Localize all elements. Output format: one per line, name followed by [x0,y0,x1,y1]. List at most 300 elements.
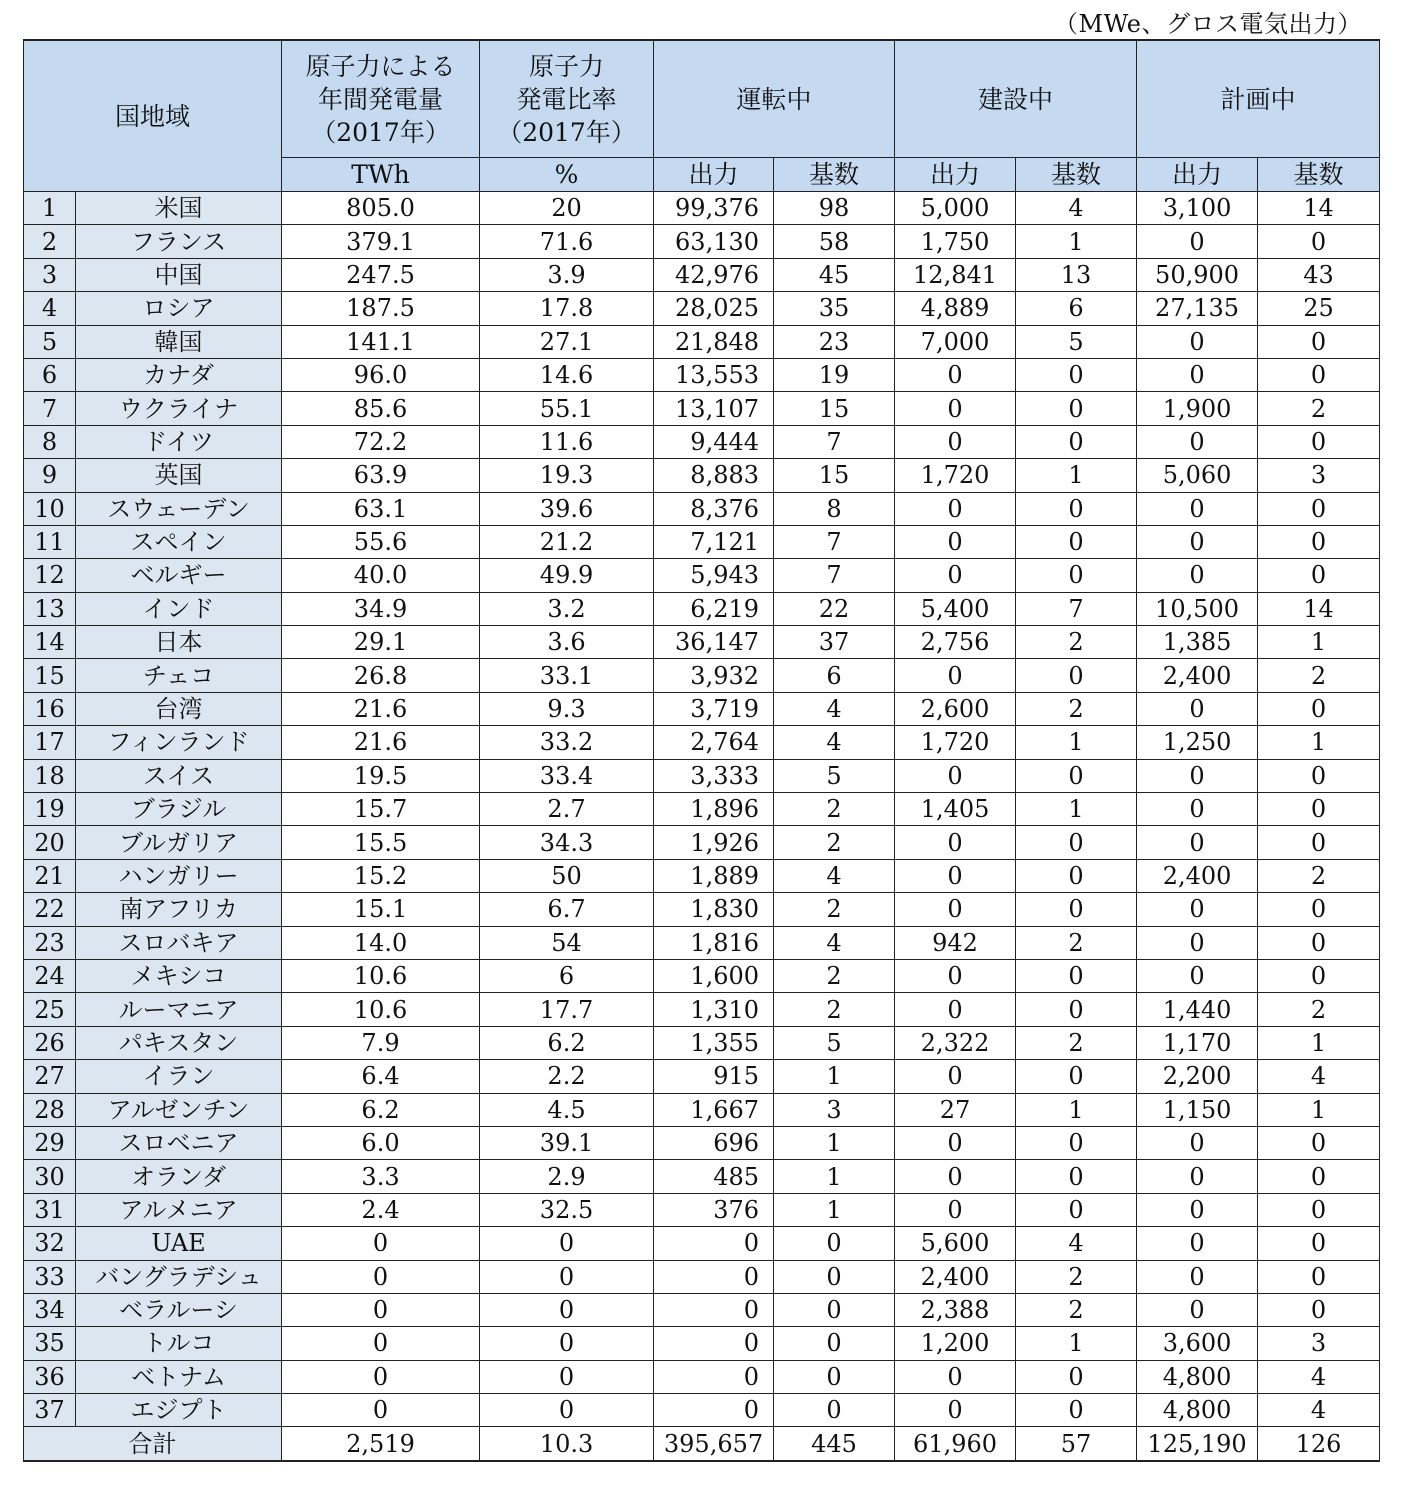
ratio-cell: 34.3 [480,826,654,859]
construction-units-cell: 0 [1016,759,1137,792]
operating-units-cell: 1 [774,1060,895,1093]
construction-output-cell: 0 [895,525,1016,558]
rank-cell: 20 [24,826,76,859]
nuclear-power-table [23,39,1380,1462]
operating-units-cell: 4 [774,692,895,725]
subheader-planned-output: 出力 [1137,158,1258,192]
construction-output-cell: 2,322 [895,1026,1016,1059]
construction-units-cell: 1 [1016,225,1137,258]
construction-output-cell: 0 [895,392,1016,425]
construction-output-cell: 12,841 [895,258,1016,291]
generation-cell: 0 [282,1293,480,1326]
generation-cell: 3.3 [282,1160,480,1193]
generation-cell: 0 [282,1227,480,1260]
country-cell: ドイツ [76,425,282,458]
rank-cell: 4 [24,292,76,325]
country-cell: ウクライナ [76,392,282,425]
operating-units-cell: 2 [774,959,895,992]
operating-units-cell: 1 [774,1193,895,1226]
construction-units-cell: 0 [1016,959,1137,992]
ratio-cell: 71.6 [480,225,654,258]
table-row [24,492,1380,525]
ratio-cell: 39.6 [480,492,654,525]
total-planned-output: 125,190 [1137,1427,1258,1461]
header-operating: 運転中 [654,40,895,158]
country-cell: アルメニア [76,1193,282,1226]
ratio-cell: 2.2 [480,1060,654,1093]
table-row [24,292,1380,325]
rank-cell: 9 [24,459,76,492]
operating-units-cell: 0 [774,1227,895,1260]
rank-cell: 32 [24,1227,76,1260]
operating-output-cell: 8,883 [654,459,774,492]
planned-units-cell: 4 [1258,1360,1380,1393]
rank-cell: 30 [24,1160,76,1193]
ratio-cell: 9.3 [480,692,654,725]
operating-units-cell: 2 [774,793,895,826]
table-row [24,1193,1380,1226]
table-row [24,626,1380,659]
construction-output-cell: 0 [895,492,1016,525]
subheader-operating-output: 出力 [654,158,774,192]
planned-units-cell: 3 [1258,1327,1380,1360]
generation-cell: 2.4 [282,1193,480,1226]
planned-units-cell: 0 [1258,759,1380,792]
generation-cell: 0 [282,1360,480,1393]
operating-units-cell: 45 [774,258,895,291]
operating-units-cell: 19 [774,358,895,391]
operating-output-cell: 915 [654,1060,774,1093]
operating-units-cell: 6 [774,659,895,692]
rank-cell: 26 [24,1026,76,1059]
country-cell: スペイン [76,525,282,558]
construction-output-cell: 2,756 [895,626,1016,659]
operating-units-cell: 5 [774,759,895,792]
generation-cell: 379.1 [282,225,480,258]
table-row [24,459,1380,492]
country-cell: インド [76,592,282,625]
operating-units-cell: 15 [774,459,895,492]
table-row [24,1060,1380,1093]
rank-cell: 13 [24,592,76,625]
operating-units-cell: 0 [774,1260,895,1293]
construction-output-cell: 0 [895,425,1016,458]
construction-output-cell: 1,720 [895,459,1016,492]
total-ratio: 10.3 [480,1427,654,1461]
ratio-cell: 0 [480,1394,654,1427]
rank-cell: 31 [24,1193,76,1226]
rank-cell: 7 [24,392,76,425]
country-cell: スウェーデン [76,492,282,525]
construction-output-cell: 0 [895,1193,1016,1226]
ratio-cell: 2.7 [480,793,654,826]
planned-output-cell: 4,800 [1137,1360,1258,1393]
planned-units-cell: 0 [1258,325,1380,358]
planned-units-cell: 0 [1258,358,1380,391]
planned-units-cell: 0 [1258,559,1380,592]
planned-output-cell: 1,900 [1137,392,1258,425]
planned-output-cell: 10,500 [1137,592,1258,625]
planned-output-cell: 1,250 [1137,726,1258,759]
country-cell: フィンランド [76,726,282,759]
construction-output-cell: 0 [895,993,1016,1026]
construction-units-cell: 7 [1016,592,1137,625]
total-operating-units: 445 [774,1427,895,1461]
construction-output-cell: 0 [895,859,1016,892]
rank-cell: 2 [24,225,76,258]
total-construction-units: 57 [1016,1427,1137,1461]
construction-output-cell: 1,720 [895,726,1016,759]
country-cell: 米国 [76,192,282,225]
operating-units-cell: 0 [774,1394,895,1427]
table-row [24,225,1380,258]
ratio-cell: 6 [480,959,654,992]
generation-cell: 805.0 [282,192,480,225]
rank-cell: 17 [24,726,76,759]
table-row [24,1026,1380,1059]
construction-units-cell: 2 [1016,692,1137,725]
table-row [24,1160,1380,1193]
rank-cell: 36 [24,1360,76,1393]
country-cell: ロシア [76,292,282,325]
ratio-cell: 0 [480,1260,654,1293]
rank-cell: 10 [24,492,76,525]
operating-output-cell: 6,219 [654,592,774,625]
construction-units-cell: 0 [1016,559,1137,592]
planned-units-cell: 0 [1258,1293,1380,1326]
country-cell: フランス [76,225,282,258]
operating-output-cell: 1,600 [654,959,774,992]
planned-output-cell: 0 [1137,1227,1258,1260]
header-generation-ratio: 原子力 発電比率 （2017年） [480,40,654,158]
planned-output-cell: 0 [1137,692,1258,725]
operating-output-cell: 7,121 [654,525,774,558]
table-body [24,192,1380,1461]
rank-cell: 16 [24,692,76,725]
planned-units-cell: 1 [1258,726,1380,759]
country-cell: カナダ [76,358,282,391]
rank-cell: 34 [24,1293,76,1326]
planned-output-cell: 0 [1137,1260,1258,1293]
table-row [24,993,1380,1026]
planned-output-cell: 2,200 [1137,1060,1258,1093]
generation-cell: 29.1 [282,626,480,659]
planned-units-cell: 0 [1258,1193,1380,1226]
construction-units-cell: 0 [1016,993,1137,1026]
subheader-twh: TWh [282,158,480,192]
total-planned-units: 126 [1258,1427,1380,1461]
construction-units-cell: 0 [1016,425,1137,458]
planned-output-cell: 27,135 [1137,292,1258,325]
rank-cell: 14 [24,626,76,659]
operating-output-cell: 485 [654,1160,774,1193]
construction-units-cell: 1 [1016,1327,1137,1360]
country-cell: ベラルーシ [76,1293,282,1326]
construction-output-cell: 1,750 [895,225,1016,258]
planned-units-cell: 4 [1258,1060,1380,1093]
operating-output-cell: 1,926 [654,826,774,859]
construction-units-cell: 2 [1016,1260,1137,1293]
planned-units-cell: 1 [1258,626,1380,659]
country-cell: バングラデシュ [76,1260,282,1293]
planned-output-cell: 4,800 [1137,1394,1258,1427]
construction-units-cell: 0 [1016,1060,1137,1093]
table-row [24,1327,1380,1360]
construction-output-cell: 2,600 [895,692,1016,725]
planned-units-cell: 0 [1258,959,1380,992]
table-row [24,525,1380,558]
operating-units-cell: 2 [774,993,895,1026]
ratio-cell: 54 [480,926,654,959]
generation-cell: 15.5 [282,826,480,859]
table-row [24,1360,1380,1393]
ratio-cell: 33.1 [480,659,654,692]
ratio-cell: 3.2 [480,592,654,625]
generation-cell: 247.5 [282,258,480,291]
operating-output-cell: 63,130 [654,225,774,258]
operating-output-cell: 1,816 [654,926,774,959]
planned-output-cell: 0 [1137,559,1258,592]
construction-units-cell: 2 [1016,1293,1137,1326]
ratio-cell: 6.2 [480,1026,654,1059]
operating-output-cell: 0 [654,1360,774,1393]
generation-cell: 0 [282,1394,480,1427]
operating-output-cell: 0 [654,1293,774,1326]
construction-units-cell: 5 [1016,325,1137,358]
country-cell: ベルギー [76,559,282,592]
construction-output-cell: 7,000 [895,325,1016,358]
planned-units-cell: 0 [1258,692,1380,725]
planned-output-cell: 0 [1137,225,1258,258]
operating-output-cell: 696 [654,1126,774,1159]
operating-output-cell: 3,719 [654,692,774,725]
construction-output-cell: 2,400 [895,1260,1016,1293]
construction-output-cell: 5,600 [895,1227,1016,1260]
rank-cell: 28 [24,1093,76,1126]
planned-output-cell: 3,100 [1137,192,1258,225]
rank-cell: 11 [24,525,76,558]
operating-output-cell: 36,147 [654,626,774,659]
construction-output-cell: 0 [895,659,1016,692]
planned-units-cell: 2 [1258,659,1380,692]
planned-units-cell: 2 [1258,993,1380,1026]
operating-output-cell: 42,976 [654,258,774,291]
generation-cell: 96.0 [282,358,480,391]
operating-units-cell: 2 [774,893,895,926]
ratio-cell: 3.9 [480,258,654,291]
table-row [24,1093,1380,1126]
total-operating-output: 395,657 [654,1427,774,1461]
construction-units-cell: 0 [1016,492,1137,525]
country-cell: ベトナム [76,1360,282,1393]
ratio-cell: 17.7 [480,993,654,1026]
table-row [24,592,1380,625]
subheader-construction-output: 出力 [895,158,1016,192]
table-row [24,759,1380,792]
construction-units-cell: 0 [1016,1160,1137,1193]
country-cell: スロベニア [76,1126,282,1159]
construction-units-cell: 0 [1016,659,1137,692]
total-label: 合計 [24,1427,282,1461]
country-cell: ハンガリー [76,859,282,892]
planned-output-cell: 1,170 [1137,1026,1258,1059]
operating-output-cell: 8,376 [654,492,774,525]
generation-cell: 0 [282,1260,480,1293]
table-row [24,1293,1380,1326]
planned-output-cell: 0 [1137,425,1258,458]
operating-units-cell: 5 [774,1026,895,1059]
country-cell: エジプト [76,1394,282,1427]
subheader-construction-units: 基数 [1016,158,1137,192]
operating-output-cell: 0 [654,1260,774,1293]
generation-cell: 21.6 [282,726,480,759]
table-row [24,659,1380,692]
construction-units-cell: 13 [1016,258,1137,291]
planned-output-cell: 1,150 [1137,1093,1258,1126]
generation-cell: 14.0 [282,926,480,959]
rank-cell: 29 [24,1126,76,1159]
operating-units-cell: 1 [774,1126,895,1159]
operating-output-cell: 1,889 [654,859,774,892]
planned-units-cell: 3 [1258,459,1380,492]
rank-cell: 5 [24,325,76,358]
table-row [24,959,1380,992]
planned-output-cell: 0 [1137,926,1258,959]
planned-output-cell: 0 [1137,826,1258,859]
planned-output-cell: 50,900 [1137,258,1258,291]
planned-units-cell: 0 [1258,1126,1380,1159]
country-cell: ルーマニア [76,993,282,1026]
construction-output-cell: 5,400 [895,592,1016,625]
construction-output-cell: 0 [895,1394,1016,1427]
planned-units-cell: 0 [1258,826,1380,859]
planned-units-cell: 14 [1258,192,1380,225]
operating-output-cell: 1,830 [654,893,774,926]
rank-cell: 8 [24,425,76,458]
rank-cell: 27 [24,1060,76,1093]
header-annual-generation: 原子力による 年間発電量 （2017年） [282,40,480,158]
operating-output-cell: 28,025 [654,292,774,325]
ratio-cell: 33.2 [480,726,654,759]
operating-output-cell: 1,355 [654,1026,774,1059]
planned-output-cell: 0 [1137,959,1258,992]
planned-units-cell: 1 [1258,1093,1380,1126]
operating-units-cell: 37 [774,626,895,659]
construction-output-cell: 0 [895,893,1016,926]
construction-units-cell: 0 [1016,893,1137,926]
rank-cell: 22 [24,893,76,926]
operating-units-cell: 0 [774,1293,895,1326]
country-cell: UAE [76,1227,282,1260]
construction-output-cell: 0 [895,1060,1016,1093]
country-cell: 日本 [76,626,282,659]
operating-units-cell: 2 [774,826,895,859]
rank-cell: 37 [24,1394,76,1427]
construction-output-cell: 1,200 [895,1327,1016,1360]
country-cell: 台湾 [76,692,282,725]
country-cell: イラン [76,1060,282,1093]
construction-output-cell: 0 [895,1360,1016,1393]
rank-cell: 33 [24,1260,76,1293]
planned-units-cell: 0 [1258,492,1380,525]
rank-cell: 6 [24,358,76,391]
rank-cell: 24 [24,959,76,992]
table-row [24,926,1380,959]
planned-units-cell: 2 [1258,859,1380,892]
construction-units-cell: 0 [1016,826,1137,859]
generation-cell: 10.6 [282,993,480,1026]
operating-units-cell: 0 [774,1327,895,1360]
planned-units-cell: 43 [1258,258,1380,291]
total-row [24,1427,1380,1461]
generation-cell: 55.6 [282,525,480,558]
generation-cell: 10.6 [282,959,480,992]
rank-cell: 1 [24,192,76,225]
construction-units-cell: 1 [1016,793,1137,826]
planned-output-cell: 0 [1137,492,1258,525]
country-cell: ブラジル [76,793,282,826]
operating-output-cell: 9,444 [654,425,774,458]
construction-output-cell: 1,405 [895,793,1016,826]
construction-output-cell: 0 [895,358,1016,391]
ratio-cell: 14.6 [480,358,654,391]
operating-output-cell: 3,333 [654,759,774,792]
ratio-cell: 6.7 [480,893,654,926]
total-generation: 2,519 [282,1427,480,1461]
construction-output-cell: 27 [895,1093,1016,1126]
operating-units-cell: 4 [774,926,895,959]
operating-units-cell: 22 [774,592,895,625]
rank-cell: 35 [24,1327,76,1360]
table-row [24,726,1380,759]
construction-units-cell: 0 [1016,358,1137,391]
operating-units-cell: 3 [774,1093,895,1126]
operating-output-cell: 0 [654,1394,774,1427]
table-row [24,358,1380,391]
ratio-cell: 3.6 [480,626,654,659]
planned-output-cell: 1,440 [1137,993,1258,1026]
planned-units-cell: 4 [1258,1394,1380,1427]
table-row [24,1260,1380,1293]
generation-cell: 187.5 [282,292,480,325]
rank-cell: 25 [24,993,76,1026]
generation-cell: 6.4 [282,1060,480,1093]
table-row [24,692,1380,725]
operating-output-cell: 1,310 [654,993,774,1026]
operating-units-cell: 7 [774,559,895,592]
country-cell: メキシコ [76,959,282,992]
generation-cell: 6.0 [282,1126,480,1159]
country-cell: 韓国 [76,325,282,358]
operating-units-cell: 8 [774,492,895,525]
table-row [24,1227,1380,1260]
generation-cell: 63.1 [282,492,480,525]
table-row [24,192,1380,225]
planned-output-cell: 0 [1137,793,1258,826]
subheader-operating-units: 基数 [774,158,895,192]
operating-output-cell: 21,848 [654,325,774,358]
planned-units-cell: 0 [1258,893,1380,926]
operating-output-cell: 3,932 [654,659,774,692]
ratio-cell: 27.1 [480,325,654,358]
ratio-cell: 11.6 [480,425,654,458]
planned-output-cell: 0 [1137,893,1258,926]
rank-cell: 3 [24,258,76,291]
ratio-cell: 20 [480,192,654,225]
ratio-cell: 0 [480,1227,654,1260]
construction-output-cell: 2,388 [895,1293,1016,1326]
construction-output-cell: 0 [895,1160,1016,1193]
